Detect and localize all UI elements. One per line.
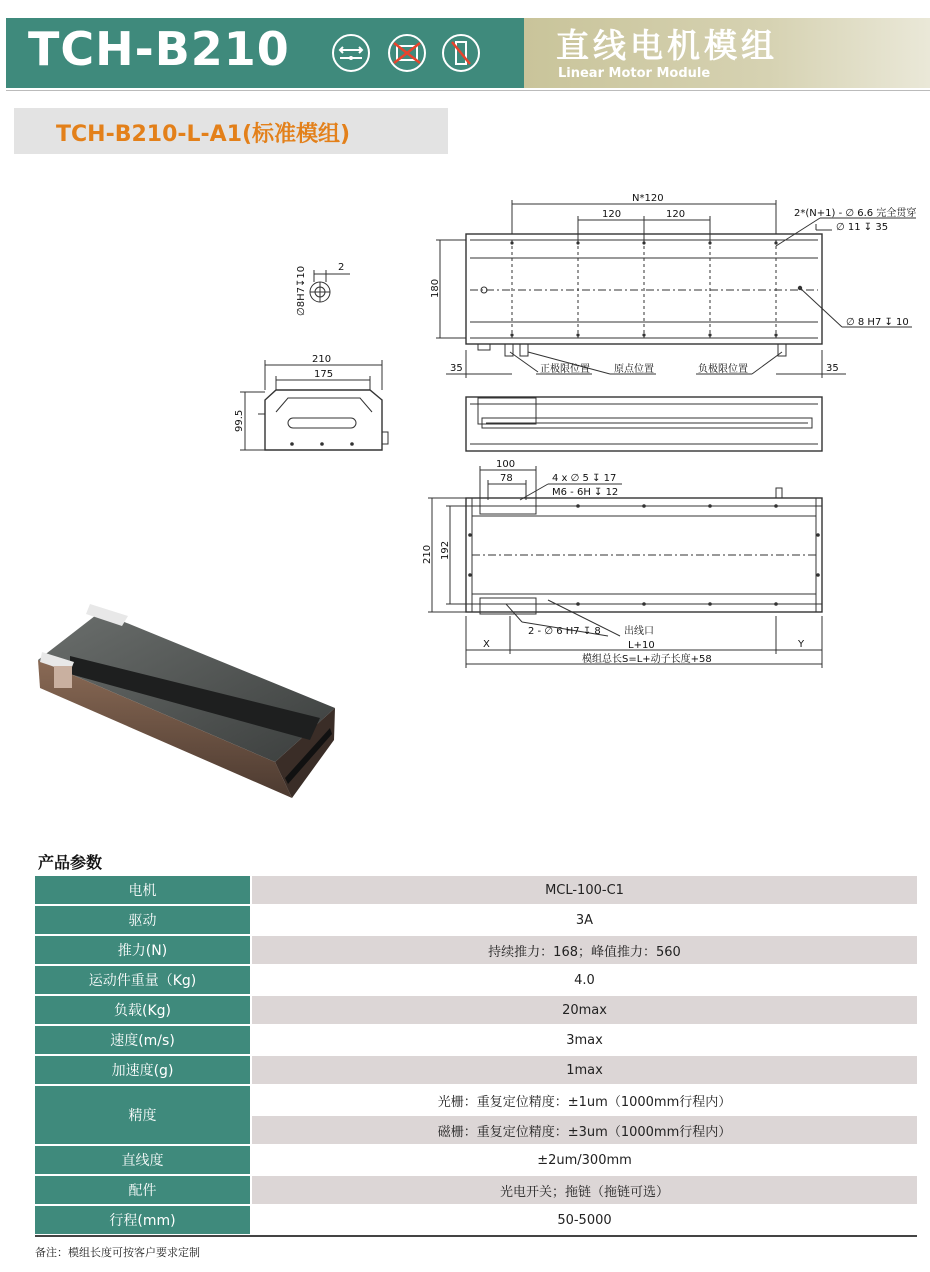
- dim-through-hole: 2*(N+1) - ∅ 6.6 完全贯穿: [794, 208, 917, 219]
- row-value: ±2um/300mm: [251, 1145, 917, 1175]
- plan-view-drawing: [428, 466, 822, 668]
- row-value: 3max: [251, 1025, 917, 1055]
- table-bottom-rule: [35, 1235, 917, 1237]
- dim-end-210: 210: [312, 354, 332, 365]
- row-value: 20max: [251, 995, 917, 1025]
- footnote: 备注：模组长度可按客户要求定制: [35, 1246, 200, 1259]
- row-label: 行程(mm): [35, 1205, 251, 1235]
- dim-plan-100: 100: [496, 459, 516, 470]
- table-row: [35, 1145, 917, 1175]
- dim-n120: N*120: [632, 193, 664, 204]
- row-value: 光电开关；拖链（拖链可选）: [251, 1175, 917, 1205]
- row-label: 驱动: [35, 905, 251, 935]
- dim-end-99-5: 99.5: [234, 409, 245, 432]
- table-row: [35, 1025, 917, 1055]
- row-value: MCL-100-C1: [251, 876, 917, 905]
- row-label: 推力(N): [35, 935, 251, 965]
- cn-title: 直线电机模组: [556, 26, 778, 65]
- header-divider: [6, 90, 930, 91]
- dim-left-35: 35: [450, 363, 463, 374]
- hole-markers: [290, 241, 820, 605]
- dim-plan-192: 192: [440, 540, 451, 560]
- label-origin: 原点位置: [614, 364, 654, 375]
- dim-height-180: 180: [430, 278, 441, 298]
- label-positive-limit: 正极限位置: [540, 364, 590, 375]
- label-negative-limit: 负极限位置: [698, 364, 748, 375]
- row-label: 负载(Kg): [35, 995, 251, 1025]
- row-value: 光栅：重复定位精度：±1um（1000mm行程内）: [251, 1085, 917, 1115]
- row-label: 运动件重量（Kg): [35, 965, 251, 995]
- hole-detail-drawing: [310, 270, 350, 302]
- dim-plan-y: Y: [798, 639, 805, 650]
- dim-plan-l10: L+10: [628, 640, 655, 651]
- spec-table: [35, 876, 917, 1236]
- row-value: 磁栅：重复定位精度：±3um（1000mm行程内）: [251, 1115, 917, 1145]
- table-row: [35, 935, 917, 965]
- dim-pitch-1: 120: [602, 209, 622, 220]
- row-value: 持续推力：168；峰值推力：560: [251, 935, 917, 965]
- row-label: 速度(m/s): [35, 1025, 251, 1055]
- dim-plan-thread: M6 - 6H ↧ 12: [552, 487, 619, 498]
- horizontal-travel-icon: [332, 34, 370, 72]
- label-cable-outlet: 出线口: [624, 626, 654, 637]
- row-label: 加速度(g): [35, 1055, 251, 1085]
- dim-counterbore: ∅ 11 ↧ 35: [836, 222, 889, 233]
- dim-plan-x: X: [483, 639, 490, 650]
- dim-detail-depth: 2: [338, 262, 345, 273]
- dim-plan-holes: 4 x ∅ 5 ↧ 17: [552, 473, 617, 484]
- row-value: 3A: [251, 905, 917, 935]
- row-label: 电机: [35, 876, 251, 905]
- table-row: [35, 995, 917, 1025]
- table-row: [35, 1085, 917, 1115]
- row-value: 50-5000: [251, 1205, 917, 1235]
- dim-pin-hole: ∅ 8 H7 ↧ 10: [846, 317, 909, 328]
- dim-plan-78: 78: [500, 473, 513, 484]
- en-title: Linear Motor Module: [558, 66, 711, 81]
- row-value: 1max: [251, 1055, 917, 1085]
- dim-plan-pins: 2 - ∅ 6 H7 ↧ 8: [528, 626, 601, 637]
- dim-pitch-2: 120: [666, 209, 686, 220]
- dim-detail-hole: ∅8H7↧10: [296, 265, 307, 316]
- table-row: [35, 965, 917, 995]
- row-value: 4.0: [251, 965, 917, 995]
- table-row: [35, 1055, 917, 1085]
- row-label: 精度: [35, 1085, 251, 1145]
- technical-drawing: [0, 180, 930, 670]
- dim-end-175: 175: [314, 369, 334, 380]
- dim-plan-210: 210: [422, 544, 433, 564]
- table-row: [35, 1175, 917, 1205]
- product-illustration: [30, 600, 340, 800]
- no-vertical-icon: [442, 34, 480, 72]
- dim-right-35: 35: [826, 363, 839, 374]
- model-title: TCH-B210: [28, 22, 290, 76]
- dim-plan-total: 模组总长S=L+动子长度+58: [582, 654, 712, 665]
- row-label: 配件: [35, 1175, 251, 1205]
- table-row: [35, 1205, 917, 1235]
- params-heading: 产品参数: [38, 853, 103, 872]
- table-row: [35, 876, 917, 905]
- row-label: 直线度: [35, 1145, 251, 1175]
- side-view-drawing: [466, 397, 822, 451]
- table-row: [35, 905, 917, 935]
- subtitle: TCH-B210-L-A1(标准模组): [56, 122, 351, 147]
- no-crossed-box-icon: [388, 34, 426, 72]
